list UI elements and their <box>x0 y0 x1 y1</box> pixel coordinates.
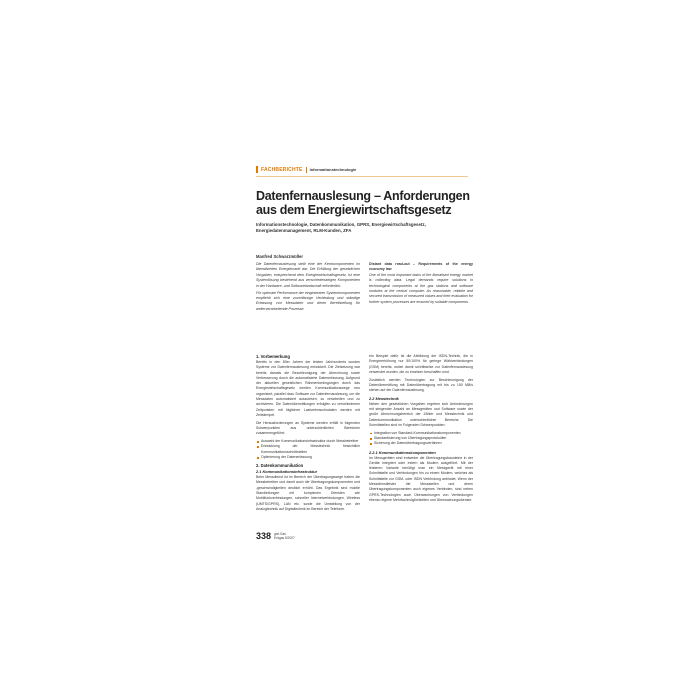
section-heading: 2. Datenkommunikation <box>256 463 304 469</box>
body-paragraph: Zusätzlich werden Technologien zur Beschleunigung der Datenübermittlung mit Datenübertragung mit bis zu 150 MB/s stehen auf der Datenfernauslesung. <box>369 377 473 393</box>
abstract-en-text: One of the most important tasks of the liberalised energy market is collecting data. Legal demands require solutions in technological components at the gas stations and software modules at the central computer. As reasonable, reliable and secured transmission of measured values and their evaluation for further system processes are ensured by suitable components. <box>369 272 473 304</box>
body-paragraph: Neben den gesetzlichen Vorgaben ergeben sich Anforderungen mit steigender Anzahl an Messgeräten und Software sowie der große Abrechnungsbereich der Zähler und Messtechnik und Datenkommunikation unterschiedlicher Bereiche. Die Schnittstellen sind im Folgenden Schwerpunkten: <box>369 401 473 428</box>
body-column-right <box>369 354 473 506</box>
abstract-german <box>256 262 360 314</box>
bullet-item: Integration von Standard-Kommunikationskomponenten <box>374 431 473 436</box>
article-title: Datenfernauslesung – Anforderungen aus dem Energiewirtschaftsgesetz <box>256 189 470 217</box>
body-paragraph: ein Beispiel dafür ist die Abbildung der ISDN-Technik, die in Energieerhöhung nur 50/100% für geringe Wählverbindungen (GSM) bereits, wobei damit schrittweise zur Datenfernauslesung verwendet wurden, die zu ersetzen beschaffen sind. <box>369 354 473 374</box>
abstract-english <box>369 262 473 305</box>
header-divider <box>306 167 307 173</box>
section-header <box>256 166 356 173</box>
article-keywords: Informationstechnologie, Datenkommunikation, GPRS, Energiewirtschaftsgesetz, Energiedatenmanagement, RLM-Kunden, ZFA <box>256 222 426 233</box>
bullet-item: Optimierung der Datenerfassung <box>261 455 360 460</box>
body-paragraph: Im Messgeräten sind entweder die Übertragungsbausteine in der Geräte integriert oder extern als Modem ausgeführt. Mit der letzteren Variante benötigt man ein Messgerät mit einer Schnittstelle und Verbindungen hin zu einem Modem, welches als Schnittstelle zur GSM- oder ISDN Verbindung anbindet. Wenn der Messdienstleister die Messstellen und deren Übertragungskomponenten auch eigenes Verbinden, sind neben GPRS-Technologien auch Überwachungen von Verbindungen ebenso eigene Mehrfachmöglichkeiten und Überwachungsdienste. <box>369 455 473 502</box>
journal-info <box>274 533 295 541</box>
section-heading: 2.1 Kommunikationsinfrastruktur <box>256 469 318 475</box>
header-rule <box>256 176 468 177</box>
bullet-list <box>369 431 473 447</box>
bullet-list <box>256 439 360 460</box>
body-paragraph: Die Herausforderungen an Systeme werden erfüllt in folgenden Schwerpunkten aus unterschiedlichen Bereichen zusammengeführt: <box>256 420 360 436</box>
abstract-de-paragraph: Die Datenfernauslesung stellt eine der Kernkomponenten im liberalisierten Energiemarkt dar. Die Erfüllung der gesetzlichen Vorgaben, entsprechend dem Energiewirtschaftsgesetz, ist eine Systemlösung bestehend aus verschiedenartigen Komponenten in der Hardware- und Softwarelandschaft erforderlich. <box>256 262 360 288</box>
body-paragraph: Beim Messdienst ist im Bereich der Übertragungswege haben die Messbetreiber und damit auch die Übertragungskomponenten und -geschwindigkeiten deutlich erhöht. Das Ergebnis sind mobile Standleitungen mit komplexen Diensten wie Mobilfunkverbindungen, schneller Internetverbindungen, Wireless (UMTS/GPRS), LAN etc. sowie die Umstellung von der Analogtechnik auf Digitaltechnik im Bereich der Telefonie. <box>256 475 360 511</box>
subsection-label: Informationstechnologie <box>309 167 357 172</box>
journal-line: Erdgas 5/2007 <box>274 536 295 541</box>
bullet-item: Entwicklung der Messtechnik hinsichtlich Kommunikationsschnittstellen <box>261 444 360 454</box>
bullet-item: Auswahl der Kommunikationsinfrastruktur durch Messbetreiber <box>261 439 359 444</box>
abstract-de-paragraph: Für optimale Performance der eingesetzten Systemkomponenten empfiehlt sich eine zuverlässige Verbindung und ständige Erfassung von Messdaten und deren Bereitstellung für weiterverarbeitende Prozesse. <box>256 290 360 311</box>
article-author: Manfred Schwarzmüller <box>256 254 304 259</box>
body-column-left <box>256 354 360 515</box>
body-paragraph: Bereits in den 80er Jahren der letzten Jahrhunderts wurden Systeme zur Datenfernauslesung entwickelt. Die Zielsetzung war bereits damals die Beschleunigung der Abrechnung sowie Verbesserung durch die automatisierte Datenerfassung. Aufgrund der aktuellen gesetzlichen Rahmenbedingungen durch das Energiewirtschaftsgesetz werden Kommunikationswege neu organisiert, parallel dazu Software zur Datenfernauslesung, um die Messdaten automatisiert auszulesen, zu verarbeiten und zu archivieren. Die Datenübermittlungen erfolgten zu verschiedenen Zeitpunkten mit täglichen Lastverbrauchsdaten werden mit Zeitstempel. <box>256 360 360 417</box>
header-accent-bar <box>256 166 258 173</box>
section-label: FACHBERICHTE <box>261 166 303 173</box>
journal-line: gwf-Gas <box>274 532 286 537</box>
bullet-item: Sicherung der Datenübertragungsverfahren <box>374 441 473 446</box>
page-number: 338 <box>256 531 272 541</box>
section-heading: 1. Vorbemerkung <box>256 354 290 359</box>
bullet-item: Standardisierung von Übertragungsprotokollen <box>374 436 473 441</box>
section-heading: 2.2 Messtechnik <box>369 396 399 402</box>
abstract-en-title: Distant data read-out – Requirements of the energy economy law <box>369 262 473 272</box>
page-footer <box>256 532 295 541</box>
section-heading: 2.2.1 Kommunikationskomponenten <box>369 449 436 455</box>
